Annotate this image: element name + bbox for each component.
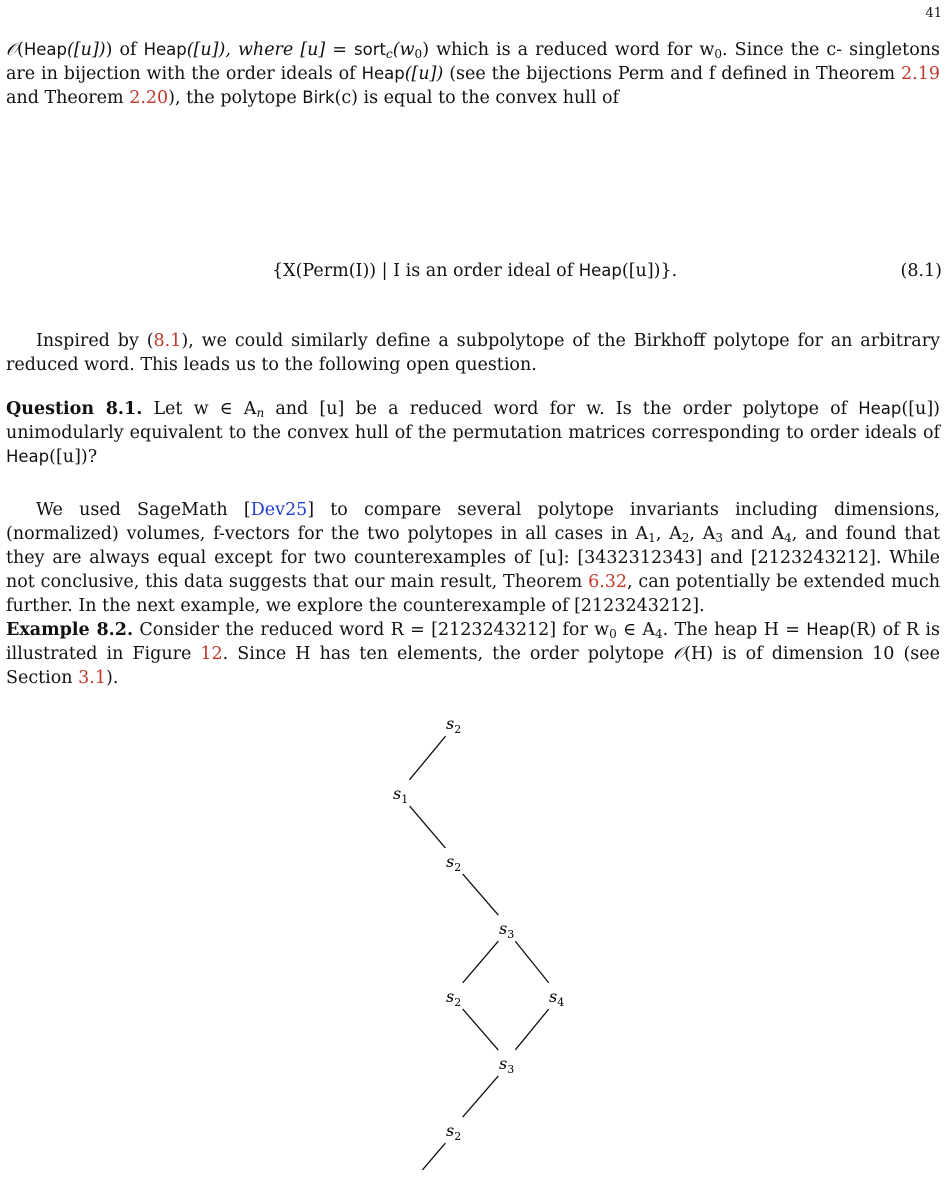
- heap-edge: [463, 874, 499, 915]
- heap-edge: [463, 1076, 499, 1117]
- question-8-1: Question 8.1. Let w ∈ $A_n$ and [u] be a reduced word for w. Is the order polytope of Heap([u]) unimodularly equivalent to the convex hull of the permutation matrices corresponding to order ideals of Heap([u])?: [6, 399, 940, 467]
- heap-node: $s_3$: [499, 919, 515, 941]
- example-label: Example 8.2.: [6, 620, 134, 640]
- heap-node: $s_2$: [446, 1121, 462, 1143]
- heap-node: $s_1$: [393, 784, 409, 806]
- heap-node: $s_2$: [446, 852, 462, 874]
- heap-node: $s_2$: [446, 987, 462, 1009]
- paragraph-opening: 𝒪(Heap([u])) of Heap([u]), where $[u] = sort_c(w_0)$ which is a reduced word for $w_0$. Since the c- singletons are in bijection with the order ideals of Heap([u]) (see the bijections Perm and f defined in Theorem 2.19 and Theorem 2.20), the polytope Birk(c) is equal to the convex hull of: [6, 40, 940, 108]
- theorem-link-2-20[interactable]: 2.20: [129, 88, 169, 108]
- heap-node: $s_2$: [446, 714, 462, 736]
- heap-edge: [463, 1009, 499, 1050]
- page-number: 41: [925, 6, 942, 21]
- theorem-link-2-19[interactable]: 2.19: [901, 64, 940, 84]
- heap-edge: [409, 736, 445, 780]
- equation-link-8-1[interactable]: 8.1: [153, 331, 182, 351]
- question-label: Question 8.1.: [6, 399, 143, 419]
- paper-page: 41 𝒪(Heap([u])) of Heap([u]), where $[u] = sort_c(w_0)$ which is a reduced word for $w_0$. Since the c- singletons are in bijection with the order ideals of Heap([u]) (see the bijections Perm and f defined in Theorem 2.19 and Theorem 2.20), the polytope Birk(c) is equal to the convex hull of {X(Perm(I)) | I is an order ideal of Heap([u])}. (8.1) Inspired by (8.1), we could similarly define a subpolytope of the Birkhoff polytope for an arbitrary reduced word. This leads us to the following open question. Question 8.1. Let w ∈ $A_n$ and [u] be a reduced word for w. Is the order polytope of Heap([u]) unimodularly equivalent to the convex hull of the permutation matrices corresponding to order ideals of Heap([u])? We used SageMath [Dev25] to compare several polytope invariants including dimensions, (normalized) volumes, f-vectors for the two polytopes in all cases in $A_1$, $A_2$, $A_3$ and $A_4$, and found that they are always equal except for two counterexamples of [u]: [3432312343] and [2123243212]. While not conclusive, this data suggests that our main result, Theorem 6.32, can potentially be extended much further. In the next example, we explore the counterexample of [2123243212]. Example 8.2. Consider the reduced word R = [2123243212] for $w_0$ ∈ $A_4$. The heap H = Heap(R) of R is illustrated in Figure 12. Since H has ten elements, the order polytope 𝒪(H) is of dimension 10 (see Section 3.1). $s_2$ $s_1$ $s_2$ $s_3$ $s_2$ $s_4$ $s_3$ $s_2$: [0, 0, 952, 1185]
- heap-node: $s_3$: [499, 1054, 515, 1076]
- heap-edge: [515, 941, 548, 982]
- citation-dev25[interactable]: Dev25: [250, 500, 308, 520]
- paragraph-sagemath: We used SageMath [Dev25] to compare several polytope invariants including dimensions, (normalized) volumes, f-vectors for the two polytopes in all cases in $A_1$, $A_2$, $A_3$ and $A_4$, and found that they are always equal except for two counterexamples of [u]: [3432312343] and [2123243212]. While not conclusive, this data suggests that our main result, Theorem 6.32, can potentially be extended much further. In the next example, we explore the counterexample of [2123243212].: [6, 500, 941, 616]
- example-8-2: Example 8.2. Consider the reduced word R = [2123243212] for $w_0$ ∈ $A_4$. The heap H = Heap(R) of R is illustrated in Figure 12. Since H has ten elements, the order polytope 𝒪(H) is of dimension 10 (see Section 3.1).: [6, 620, 940, 688]
- heap-node: $s_4$: [549, 987, 565, 1009]
- heap-diagram: [0, 710, 952, 1170]
- heap-edge: [515, 1009, 548, 1050]
- figure-link-12[interactable]: 12: [200, 644, 223, 664]
- theorem-link-6-32[interactable]: 6.32: [588, 572, 628, 592]
- heap-edge: [410, 1143, 446, 1170]
- section-link-3-1[interactable]: 3.1: [78, 668, 106, 688]
- heap-edge: [463, 941, 499, 983]
- equation-number: (8.1): [900, 261, 942, 281]
- paragraph-inspired: Inspired by (8.1), we could similarly define a subpolytope of the Birkhoff polytope for an arbitrary reduced word. This leads us to the following open question.: [6, 331, 940, 375]
- heap-edge: [410, 806, 446, 848]
